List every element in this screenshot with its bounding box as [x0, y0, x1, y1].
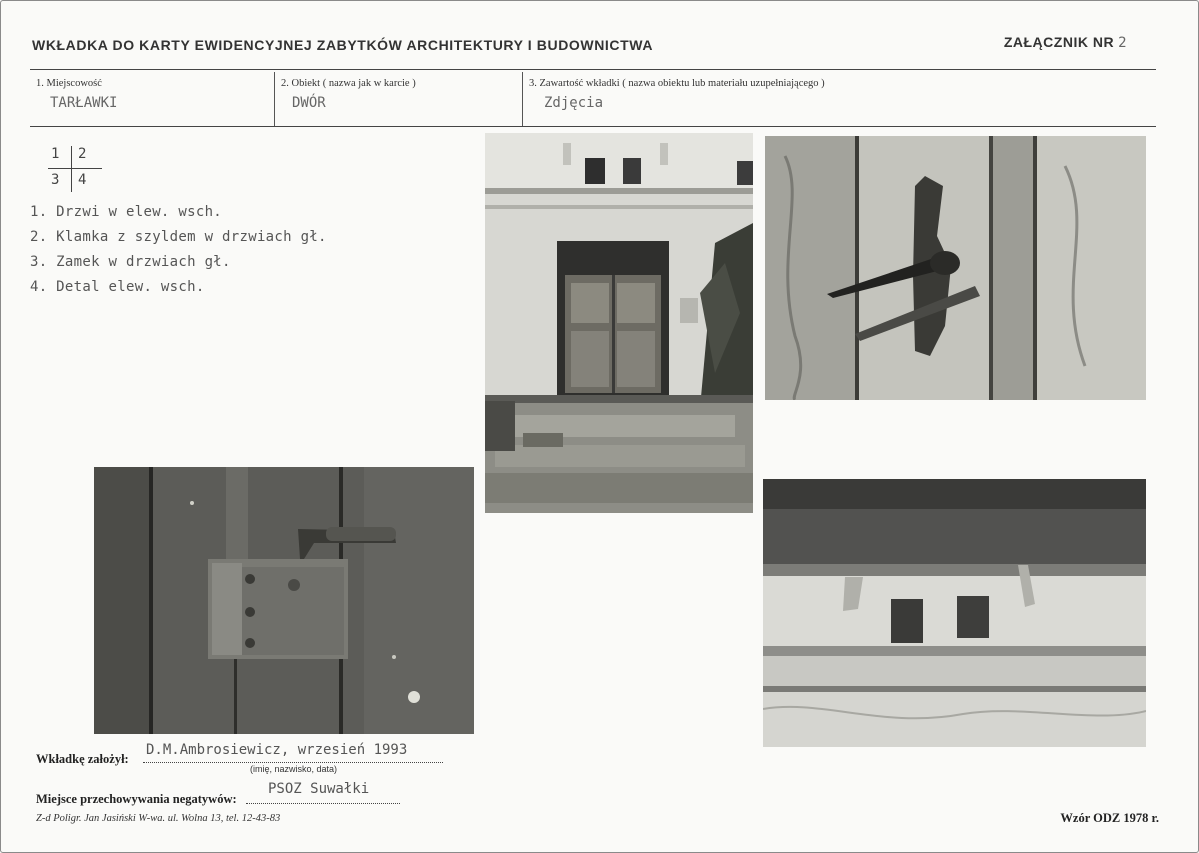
caption-2: 2. Klamka z szyldem w drzwiach gł.	[30, 229, 327, 245]
photo-4-image	[763, 479, 1146, 747]
photo-4-facade-detail	[763, 479, 1146, 747]
header-rule-top	[30, 69, 1156, 70]
printer-imprint: Z-d Poligr. Jan Jasiński W-wa. ul. Wolna 13, tel. 12-43-83	[36, 813, 281, 824]
legend-cell-3: 3	[51, 172, 60, 188]
photo-3-door-lock	[94, 467, 474, 734]
attachment-number: 2	[1118, 35, 1127, 51]
field-label-obiekt: 2. Obiekt ( nazwa jak w karcie )	[281, 78, 416, 89]
form-code: Wzór ODZ 1978 r.	[1060, 811, 1159, 825]
header-rule-bottom	[30, 126, 1156, 127]
photo-1-door-east	[485, 133, 753, 513]
field-label-miejscowosc: 1. Miejscowość	[36, 78, 102, 89]
founded-hint: (imię, nazwisko, data)	[250, 764, 338, 774]
photo-1-image	[485, 133, 753, 513]
photo-3-image	[94, 467, 474, 734]
caption-4: 4. Detal elew. wsch.	[30, 279, 205, 295]
founded-value: D.M.Ambrosiewicz, wrzesień 1993	[146, 742, 408, 758]
photo-2-door-handle	[765, 136, 1146, 400]
caption-3: 3. Zamek w drzwiach gł.	[30, 254, 231, 270]
sheet-title: WKŁADKA DO KARTY EWIDENCYJNEJ ZABYTKÓW ARCHITEKTURY I BUDOWNICTWA	[32, 37, 654, 53]
photo-grid-legend	[48, 146, 102, 192]
legend-v-line	[71, 146, 72, 192]
field-divider-1	[274, 72, 275, 126]
attachment-label	[1004, 34, 1127, 51]
founded-label: Wkładkę założył:	[36, 752, 129, 766]
legend-h-line	[48, 168, 102, 169]
field-value-obiekt: DWÓR	[292, 95, 326, 111]
negatives-value: PSOZ Suwałki	[268, 781, 370, 797]
field-value-miejscowosc: TARŁAWKI	[50, 95, 118, 111]
caption-1: 1. Drzwi w elew. wsch.	[30, 204, 223, 220]
field-value-zawartosc: Zdjęcia	[544, 95, 604, 111]
field-divider-2	[522, 72, 523, 126]
negatives-label: Miejsce przechowywania negatywów:	[36, 792, 237, 806]
field-label-zawartosc: 3. Zawartość wkładki ( nazwa obiektu lub materiału uzupełniającego )	[529, 78, 825, 89]
photo-2-image	[765, 136, 1146, 400]
legend-cell-1: 1	[51, 146, 60, 162]
legend-cell-4: 4	[78, 172, 87, 188]
attachment-label-text: ZAŁĄCZNIK NR	[1003, 34, 1115, 50]
legend-cell-2: 2	[78, 146, 87, 162]
